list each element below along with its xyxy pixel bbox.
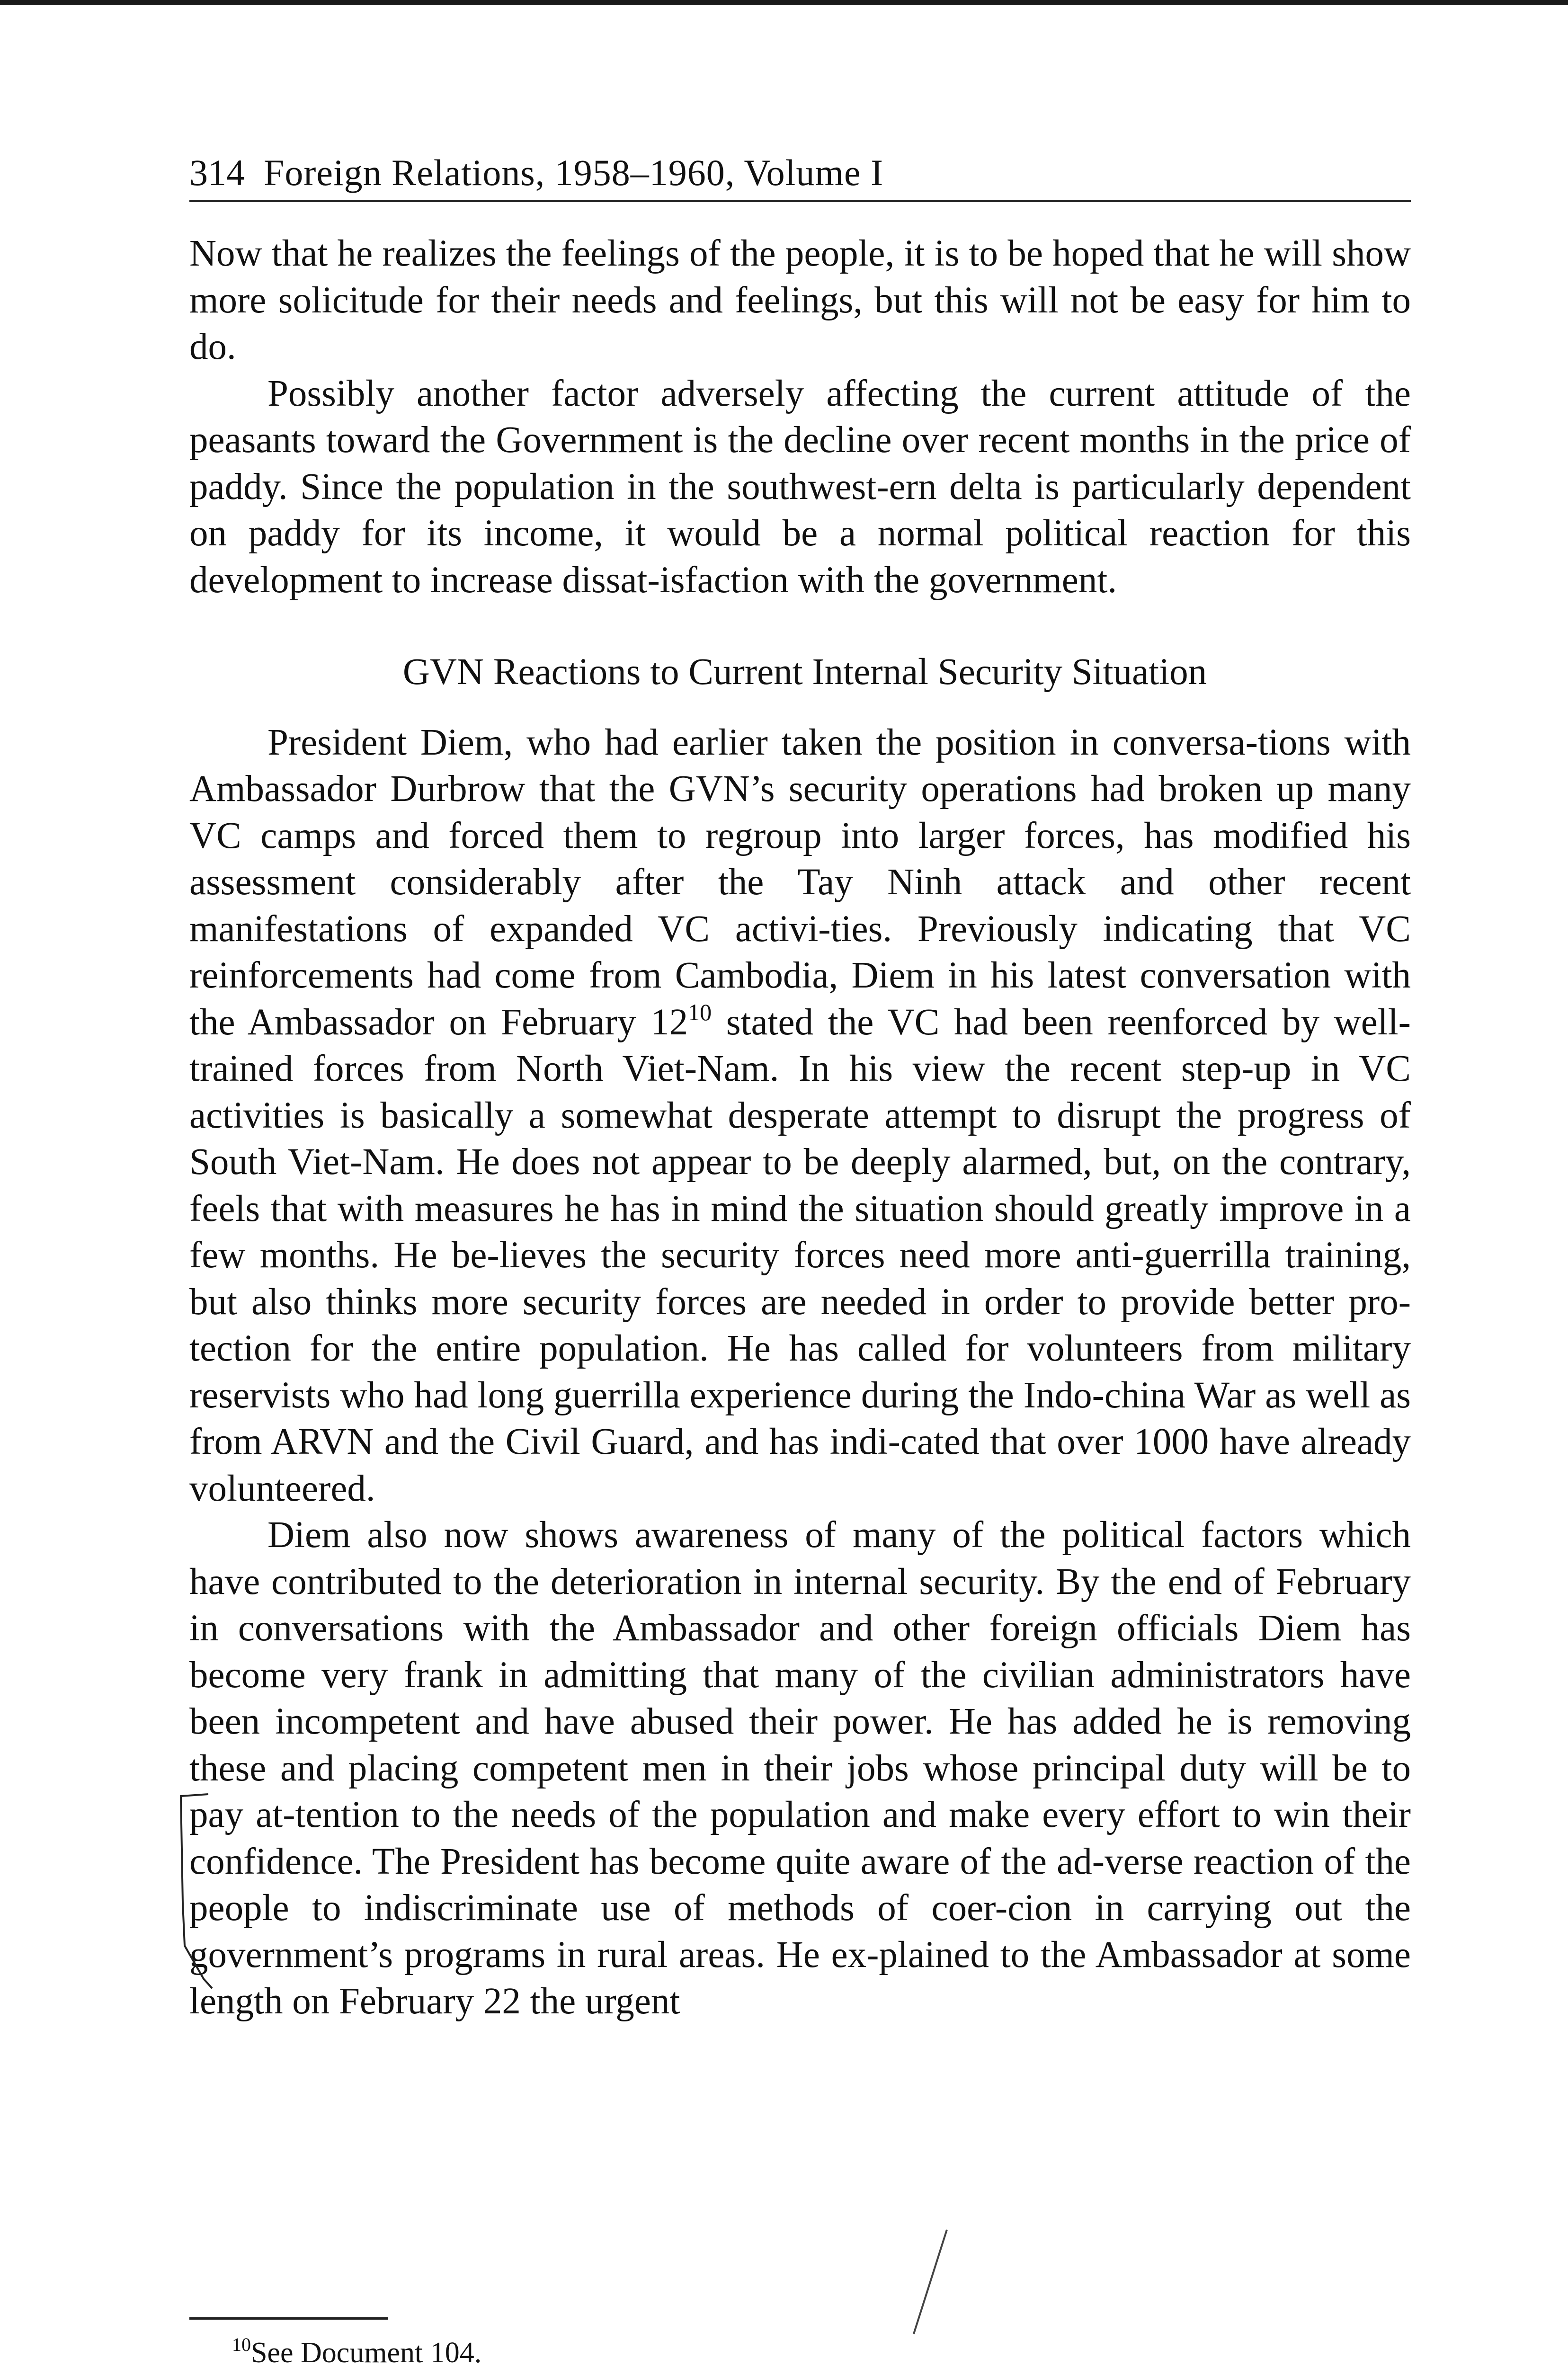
section-heading: GVN Reactions to Current Internal Security Situation bbox=[402, 651, 1207, 693]
footnote bbox=[232, 2331, 481, 2367]
footnote-reference: 10 bbox=[688, 998, 712, 1025]
paragraph-diem-assessment-part1: President Diem, who had earlier taken the position in conversa-tions with Ambassador Durbrow that the GVN’s security operations had broken up many VC camps and forced them to regroup into larger forces, has modified his assessment considerably after the Tay Ninh attack and other recent manifestations of expanded VC activi-ties. Previously indicating that VC reinforcements had come from Cambodia, Diem in his latest conversation with the Ambassador on February 12 bbox=[189, 721, 1411, 1043]
paragraph-political-factors: Diem also now shows awareness of many of the political factors which have contributed to the deterioration in internal security. By the end of February in conversations with the Ambassador and other foreign officials Diem has become very frank in admitting that many of the civilian administrators have been incompetent and have abused their power. He has added he is removing these and placing competent men in their jobs whose principal duty will be to pay at-tention to the needs of the population and make every effort to win their confidence. The President has become quite aware of the ad-verse reaction of the people to indiscriminate use of methods of coer-cion in carrying out the government’s programs in rural areas. He ex-plained to the Ambassador at some length on February 22 the urgent bbox=[189, 1514, 1411, 2022]
footnote-text: See Document 104. bbox=[251, 2337, 482, 2367]
top-edge-rule bbox=[0, 0, 1568, 5]
body-text bbox=[189, 231, 1411, 2025]
page-number: 314 bbox=[189, 152, 245, 193]
footnote-rule bbox=[189, 2317, 388, 2320]
footnote-marker: 10 bbox=[232, 2334, 251, 2355]
paragraph-diem-assessment bbox=[189, 720, 1411, 1513]
paragraph-diem-assessment-part2: stated the VC had been reenforced by well-trained forces from North Viet-Nam. In his view the recent step-up in VC activities is basically a somewhat desperate attempt to disrupt the progress of South Viet-Nam. He does not appear to be deeply alarmed, but, on the contrary, feels that with measures he has in mind the situation should greatly improve in a few months. He be-lieves the security forces need more anti-guerrilla training, but also thinks more security forces are needed in order to provide better pro-tection for the entire population. He has called for volunteers from military reservists who had long guerrilla experience during the Indo-china War as well as from ARVN and the Civil Guard, and has indi-cated that over 1000 have already volunteered. bbox=[189, 1001, 1411, 1509]
margin-bracket-mark bbox=[175, 1789, 218, 1998]
paragraph-continuation: Now that he realizes the feelings of the people, it is to be hoped that he will show more solicitude for their needs and feelings, but this will not be easy for him to do. bbox=[189, 233, 1411, 367]
document-page bbox=[189, 147, 1411, 2025]
running-header bbox=[189, 147, 1411, 202]
stray-pen-mark bbox=[838, 2220, 989, 2367]
paragraph-paddy-price: Possibly another factor adversely affecting the current attitude of the peasants toward the Government is the decline over recent months in the price of paddy. Since the population in the southwest-ern delta is particularly dependent on paddy for its income, it would be a normal political reaction for this development to increase dissat-isfaction with the government. bbox=[189, 373, 1411, 601]
running-title: Foreign Relations, 1958–1960, Volume I bbox=[264, 152, 884, 193]
